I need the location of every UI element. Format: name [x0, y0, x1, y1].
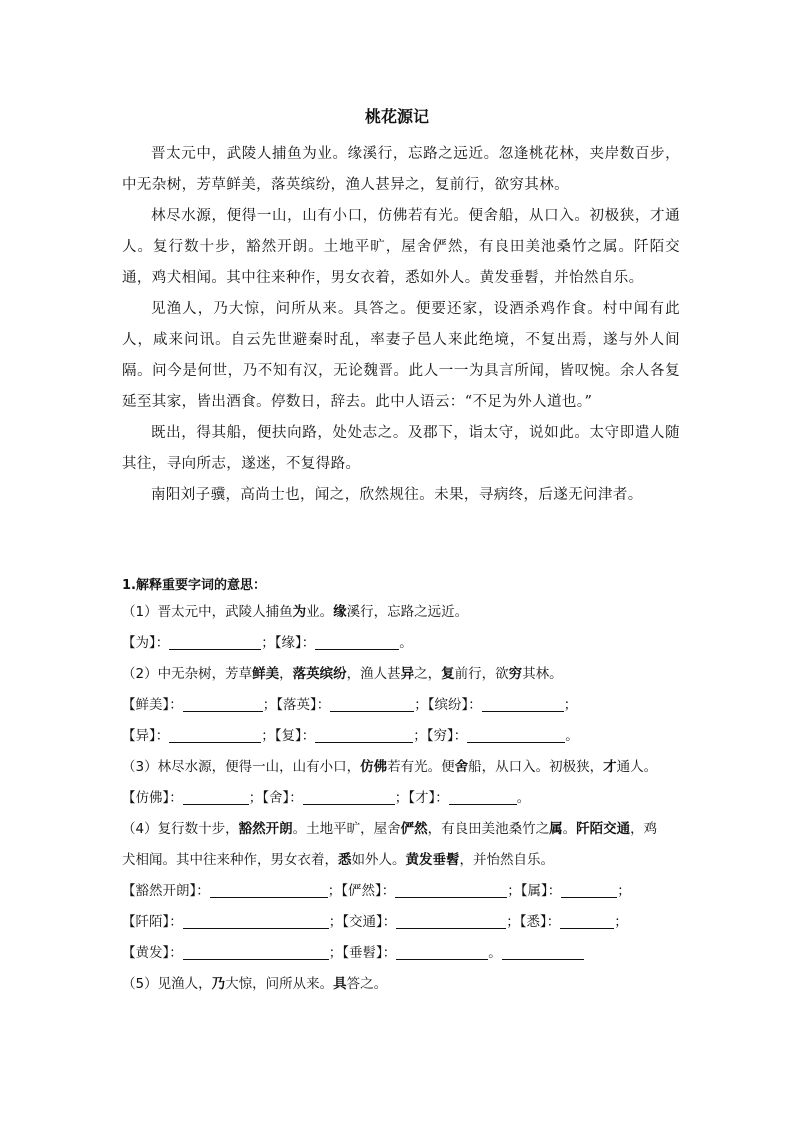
- answer-label: ；【缤纷】：: [414, 697, 482, 713]
- answer-label: ；【穷】：: [413, 728, 468, 744]
- sentence-text: 之，: [414, 666, 442, 682]
- answer-blank[interactable]: [561, 896, 617, 898]
- sentence-text: 船，从口入。初极狭，: [468, 759, 604, 775]
- answer-blank[interactable]: [315, 648, 399, 650]
- answer-blank[interactable]: [482, 710, 564, 712]
- answer-label: ；: [617, 883, 631, 899]
- answer-blank[interactable]: [502, 958, 584, 960]
- answer-blank[interactable]: [315, 741, 413, 743]
- key-word: 乃: [211, 976, 226, 992]
- answer-label: ；【复】：: [261, 728, 316, 744]
- answer-label: 。: [565, 728, 579, 744]
- answer-blank[interactable]: [210, 896, 328, 898]
- sentence-text: （5）见渔人，: [122, 976, 212, 992]
- answer-label: ；【悉】：: [506, 914, 561, 930]
- key-word: 复: [441, 666, 455, 682]
- sentence-text: ，鸡: [630, 821, 658, 837]
- essay-paragraph: 晋太元中，武陵人捕鱼为业。缘溪行，忘路之远近。忽逢桃花林，夹岸数百步，中无杂树，芳草鲜美，落英缤纷，渔人甚异之，复前行，欲穷其林。: [122, 146, 680, 193]
- sentence-text: 答之。: [346, 976, 388, 992]
- answer-blank[interactable]: [303, 803, 395, 805]
- key-word: 才: [603, 759, 617, 775]
- key-word: 穷: [508, 666, 523, 682]
- answer-label: 。: [488, 945, 502, 961]
- answer-label: 【鲜美】：: [122, 697, 183, 713]
- question-sentence-1: [122, 597, 682, 628]
- answer-row-2b: [122, 721, 682, 752]
- key-word: 属: [549, 821, 563, 837]
- answer-label: ；【落英】：: [262, 697, 331, 713]
- essay-paragraph: 见渔人，乃大惊，问所从来。具答之。便要还家，设酒杀鸡作食。村中闻有此人，咸来问讯。自云先世避秦时乱，率妻子邑人来此绝境，不复出焉，遂与外人间隔。问今是何世，乃不知有汉，无论魏晋。此人一一为具言所闻，皆叹惋。余人各复延至其家，皆出酒食。停数日，辞去。此中人语云：“不足为外人道也。”: [122, 301, 680, 410]
- answer-row-2a: [122, 690, 682, 721]
- sentence-text: 业。: [306, 604, 334, 620]
- sentence-text: 大惊，问所从来。: [225, 976, 334, 992]
- answer-row-1: [122, 628, 682, 659]
- question-sentence-4a: [122, 814, 682, 845]
- answer-blank[interactable]: [560, 927, 614, 929]
- sentence-text: （1）晋太元中，武陵人捕鱼: [122, 604, 293, 620]
- essay-paragraph: 南阳刘子骥，高尚士也，闻之，欣然规往。未果，寻病终，后遂无问津者。: [151, 487, 643, 503]
- answer-label: 【为】：: [122, 635, 170, 651]
- answer-blank[interactable]: [396, 958, 488, 960]
- sentence-text: （4）复行数十步，: [122, 821, 239, 837]
- answer-blank[interactable]: [396, 927, 506, 929]
- answer-row-4b: [122, 907, 682, 938]
- answer-label: 【仿佛】：: [122, 790, 183, 806]
- essay-text: [122, 139, 680, 511]
- key-word: 异: [400, 666, 415, 682]
- sentence-text: 其林。: [522, 666, 563, 682]
- sentence-text: ，有良田美池桑竹之: [427, 821, 550, 837]
- key-word: 落英缤纷: [292, 666, 347, 682]
- answer-blank[interactable]: [330, 710, 414, 712]
- key-word: 舍: [454, 759, 469, 775]
- sentence-text: （3）林尽水源，便得一山，山有小口，: [122, 759, 361, 775]
- answer-row-4c: [122, 938, 682, 969]
- answer-blank[interactable]: [183, 927, 329, 929]
- answer-label: ；【舍】：: [248, 790, 303, 806]
- answer-label: 。: [399, 635, 413, 651]
- key-word: 鲜美: [252, 666, 280, 682]
- sentence-text: 若有光。便: [387, 759, 455, 775]
- sentence-text: ，: [279, 666, 293, 682]
- answer-label: ；: [614, 914, 628, 930]
- key-word: 豁然开朗: [238, 821, 293, 837]
- answer-blank[interactable]: [395, 896, 507, 898]
- key-word: 具: [333, 976, 347, 992]
- answer-label: ；【属】：: [507, 883, 562, 899]
- answer-label: 【豁然开朗】：: [122, 883, 210, 899]
- answer-label: ；【才】：: [394, 790, 449, 806]
- answer-row-4a: [122, 876, 682, 907]
- answer-blank[interactable]: [449, 803, 517, 805]
- answer-label: ；: [563, 697, 578, 713]
- answer-blank[interactable]: [169, 648, 261, 650]
- answer-label: 【黄发】：: [122, 945, 183, 961]
- answer-label: 【异】：: [122, 728, 170, 744]
- answer-label: 【阡陌】：: [122, 914, 183, 930]
- answer-label: ；【俨然】：: [327, 883, 396, 899]
- sentence-text: 溪行，忘路之远近。: [346, 604, 469, 620]
- key-word: 悉: [338, 852, 352, 868]
- key-word: 黄发垂髫: [405, 852, 460, 868]
- sentence-text: （2）中无杂树，芳草: [122, 666, 253, 682]
- question-sentence-3: [122, 752, 682, 783]
- question-sentence-5: [122, 969, 682, 1000]
- answer-label: ；【垂髫】：: [328, 945, 397, 961]
- sentence-text: 。: [562, 821, 577, 837]
- sentence-text: 如外人。: [351, 852, 406, 868]
- key-word: 阡陌交通: [576, 821, 631, 837]
- key-word: 仿佛: [360, 759, 388, 775]
- sentence-text: ，并怡然自乐。: [459, 852, 554, 868]
- sentence-text: ，渔人甚: [346, 666, 401, 682]
- answer-blank[interactable]: [183, 958, 329, 960]
- sentence-text: 犬相闻。其中往来种作，男女衣着，: [122, 852, 338, 868]
- question-sentence-2: [122, 659, 682, 690]
- question-sentence-4b: [122, 845, 682, 876]
- answer-blank[interactable]: [183, 803, 249, 805]
- sentence-text: 通人。: [616, 759, 658, 775]
- answer-label: ；【交通】：: [328, 914, 397, 930]
- key-word: 为: [292, 604, 307, 620]
- exercise-section: [122, 575, 682, 1000]
- answer-row-3: [122, 783, 682, 814]
- essay-paragraph: 林尽水源，便得一山，山有小口，仿佛若有光。便舍船，从口入。初极狭，才通人。复行数十步，豁然开朗。土地平旷，屋舍俨然，有良田美池桑竹之属。阡陌交通，鸡犬相闻。其中往来种作，男女衣着，悉如外人。黄发垂髫，并怡然自乐。: [122, 208, 680, 286]
- key-word: 缘: [333, 604, 347, 620]
- answer-label: 。: [516, 790, 531, 806]
- page-title: 桃花源记: [364, 107, 429, 126]
- answer-label: ；【缘】：: [261, 635, 316, 651]
- answer-blank[interactable]: [169, 741, 261, 743]
- answer-blank[interactable]: [467, 741, 565, 743]
- exercise-heading: 1.解释重要字词的意思：: [122, 578, 266, 593]
- sentence-text: 前行，欲: [454, 666, 509, 682]
- sentence-text: 。土地平旷，屋舍: [292, 821, 401, 837]
- essay-paragraph: 既出，得其船，便扶向路，处处志之。及郡下，诣太守，说如此。太守即遣人随其往，寻向所志，遂迷，不复得路。: [122, 425, 680, 472]
- key-word: 俨然: [400, 821, 428, 837]
- answer-blank[interactable]: [183, 710, 263, 712]
